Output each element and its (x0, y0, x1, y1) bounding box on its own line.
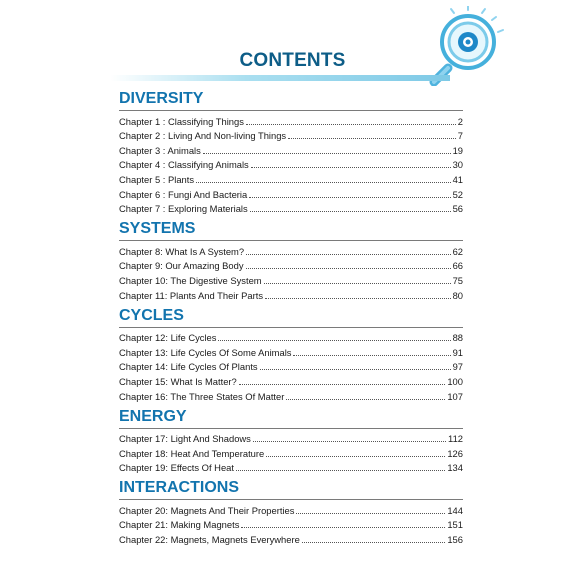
dot-leader (288, 138, 456, 139)
page-number: 30 (452, 159, 463, 171)
page-number: 91 (452, 346, 463, 358)
toc-entry (119, 329, 463, 344)
chapter-title: Chapter 2 : Living And Non-living Things (119, 130, 287, 142)
dot-leader (239, 384, 446, 385)
toc-entry (119, 242, 463, 257)
dot-leader (296, 513, 445, 514)
page-number: 100 (447, 375, 463, 387)
chapter-title: Chapter 19: Effects Of Heat (119, 462, 234, 474)
page-number: 126 (447, 447, 463, 459)
dot-leader (203, 153, 451, 154)
chapter-title: Chapter 3 : Animals (119, 144, 201, 156)
toc-entry (119, 112, 463, 127)
toc-entry (119, 358, 463, 373)
dot-leader (302, 542, 446, 543)
chapter-title: Chapter 16: The Three States Of Matter (119, 390, 285, 402)
chapter-title: Chapter 1 : Classifying Things (119, 115, 244, 127)
section-heading: ENERGY (119, 407, 187, 425)
page-number: 97 (452, 361, 463, 373)
page-number: 80 (452, 289, 463, 301)
toc-entry (119, 530, 463, 545)
toc-entry (119, 387, 463, 402)
section-heading: SYSTEMS (119, 220, 196, 238)
section-rule (119, 327, 463, 328)
dot-leader (218, 340, 450, 341)
chapter-title: Chapter 7 : Exploring Materials (119, 203, 248, 215)
page-number: 7 (457, 130, 463, 142)
dot-leader (249, 197, 450, 198)
toc-entry (119, 343, 463, 358)
chapter-title: Chapter 6 : Fungi And Bacteria (119, 188, 248, 200)
dot-leader (241, 527, 445, 528)
toc-entry (119, 459, 463, 474)
dot-leader (246, 124, 456, 125)
toc-entry (119, 200, 463, 215)
page-number: 56 (452, 203, 463, 215)
toc-entry (119, 156, 463, 171)
title-underline (110, 75, 450, 81)
toc-entry (119, 372, 463, 387)
page-number: 19 (452, 144, 463, 156)
section-heading: CYCLES (119, 306, 184, 324)
dot-leader (293, 355, 450, 356)
dot-leader (260, 369, 451, 370)
page-number: 66 (452, 260, 463, 272)
dot-leader (286, 399, 445, 400)
section-rule (119, 110, 463, 111)
page-number: 75 (452, 274, 463, 286)
chapter-title: Chapter 14: Life Cycles Of Plants (119, 361, 258, 373)
chapter-title: Chapter 18: Heat And Temperature (119, 447, 265, 459)
page-number: 2 (457, 115, 463, 127)
dot-leader (236, 470, 445, 471)
page-number: 156 (447, 534, 463, 546)
table-of-contents (119, 88, 463, 545)
page-number: 52 (452, 188, 463, 200)
section-rule (119, 428, 463, 429)
dot-leader (196, 182, 451, 183)
section-rule (119, 240, 463, 241)
page-title: CONTENTS (239, 50, 346, 71)
dot-leader (265, 298, 451, 299)
toc-entry (119, 501, 463, 516)
section-heading: DIVERSITY (119, 90, 204, 107)
page-number: 62 (452, 245, 463, 257)
dot-leader (264, 283, 451, 284)
page-number: 41 (452, 173, 463, 185)
dot-leader (251, 167, 451, 168)
toc-entry (119, 257, 463, 272)
section-rule (119, 499, 463, 500)
dot-leader (250, 211, 451, 212)
chapter-title: Chapter 9: Our Amazing Body (119, 260, 244, 272)
toc-entry (119, 170, 463, 185)
chapter-title: Chapter 22: Magnets, Magnets Everywhere (119, 534, 300, 546)
chapter-title: Chapter 11: Plants And Their Parts (119, 289, 264, 301)
dot-leader (253, 441, 446, 442)
toc-entry (119, 185, 463, 200)
section-heading: INTERACTIONS (119, 479, 239, 497)
toc-entry (119, 444, 463, 459)
dot-leader (266, 456, 445, 457)
chapter-title: Chapter 21: Making Magnets (119, 519, 240, 531)
page-number: 151 (447, 519, 463, 531)
chapter-title: Chapter 5 : Plants (119, 173, 195, 185)
chapter-title: Chapter 17: Light And Shadows (119, 433, 251, 445)
toc-entry (119, 127, 463, 142)
page-number: 107 (447, 390, 463, 402)
page-number: 112 (448, 433, 463, 445)
chapter-title: Chapter 8: What Is A System? (119, 245, 245, 257)
toc-entry (119, 430, 463, 445)
page-number: 144 (447, 504, 463, 516)
dot-leader (246, 254, 451, 255)
page-number: 88 (452, 332, 463, 344)
chapter-title: Chapter 20: Magnets And Their Properties (119, 504, 295, 516)
toc-entry (119, 271, 463, 286)
toc-entry (119, 286, 463, 301)
chapter-title: Chapter 15: What Is Matter? (119, 375, 237, 387)
magnifying-glass-icon (428, 6, 508, 86)
toc-entry (119, 516, 463, 531)
toc-entry (119, 141, 463, 156)
chapter-title: Chapter 12: Life Cycles (119, 332, 217, 344)
dot-leader (246, 268, 451, 269)
chapter-title: Chapter 4 : Classifying Animals (119, 159, 249, 171)
chapter-title: Chapter 13: Life Cycles Of Some Animals (119, 346, 292, 358)
chapter-title: Chapter 10: The Digestive System (119, 274, 262, 286)
page-number: 134 (447, 462, 463, 474)
